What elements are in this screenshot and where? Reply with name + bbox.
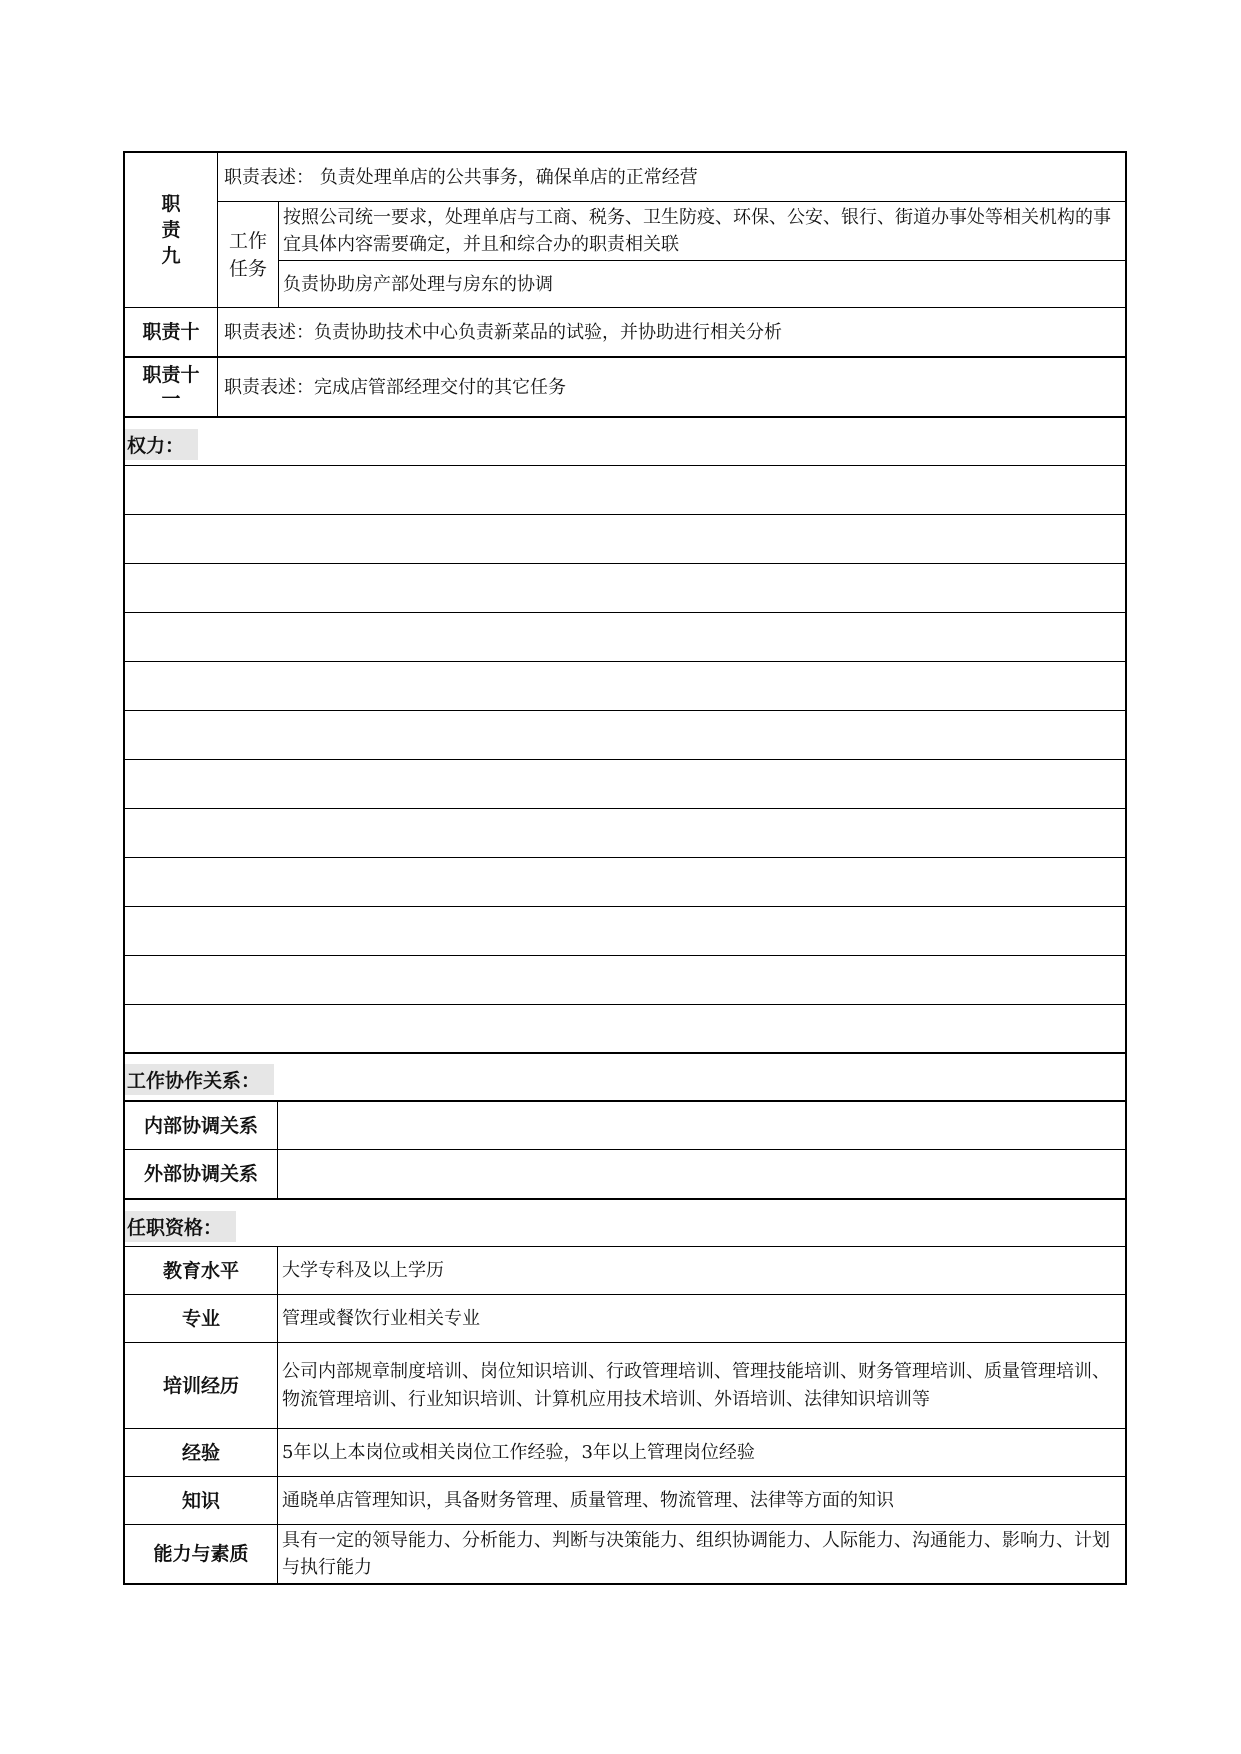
duty9-statement: 职责表述： 负责处理单店的公共事务，确保单店的正常经营 bbox=[224, 166, 698, 188]
power-header-row bbox=[125, 416, 1125, 465]
internal-coordination-row bbox=[125, 1100, 1125, 1149]
power-blank-row bbox=[125, 1004, 1125, 1052]
ability-value: 具有一定的领导能力、分析能力、判断与决策能力、组织协调能力、人际能力、沟通能力、影响力、计划与执行能力 bbox=[277, 1525, 1125, 1583]
duty10-statement: 职责表述：负责协助技术中心负责新菜品的试验，并协助进行相关分析 bbox=[217, 308, 1125, 356]
power-blank-row bbox=[125, 857, 1125, 906]
qualification-row-ability bbox=[125, 1524, 1125, 1583]
experience-label: 经验 bbox=[181, 1441, 220, 1464]
power-blank-row bbox=[125, 612, 1125, 661]
duty9-body bbox=[217, 153, 1125, 307]
duty11-title: 职责十 一 bbox=[142, 364, 200, 410]
duty11-row bbox=[125, 356, 1125, 416]
power-blank-row bbox=[125, 514, 1125, 563]
duty9-task-list bbox=[278, 202, 1125, 307]
training-value: 公司内部规章制度培训、岗位知识培训、行政管理培训、管理技能培训、财务管理培训、质量管理培训、物流管理培训、行业知识培训、计算机应用技术培训、外语培训、法律知识培训等 bbox=[277, 1343, 1125, 1428]
education-label: 教育水平 bbox=[162, 1259, 239, 1282]
qualification-row-experience bbox=[125, 1428, 1125, 1476]
job-description-table bbox=[123, 151, 1127, 1585]
power-blank-row bbox=[125, 759, 1125, 808]
major-label: 专业 bbox=[181, 1307, 220, 1330]
duty11-statement: 职责表述：完成店管部经理交付的其它任务 bbox=[217, 358, 1125, 416]
education-value: 大学专科及以上学历 bbox=[277, 1247, 1125, 1294]
qualification-row-training bbox=[125, 1342, 1125, 1428]
power-blank-row bbox=[125, 808, 1125, 857]
qualification-label: 任职资格： bbox=[125, 1211, 236, 1242]
internal-coordination-value bbox=[277, 1102, 1125, 1149]
qualification-header-row bbox=[125, 1198, 1125, 1246]
power-blank-row bbox=[125, 906, 1125, 955]
qualification-row-knowledge bbox=[125, 1476, 1125, 1524]
major-value: 管理或餐饮行业相关专业 bbox=[277, 1295, 1125, 1342]
power-label: 权力： bbox=[125, 429, 198, 460]
power-blank-row bbox=[125, 661, 1125, 710]
duty9-task-2: 负责协助房产部处理与房东的协调 bbox=[279, 260, 1125, 307]
duty10-row bbox=[125, 307, 1125, 356]
external-coordination-label: 外部协调关系 bbox=[143, 1163, 258, 1185]
duty9-title: 职 责 九 bbox=[161, 193, 181, 267]
power-blank-row bbox=[125, 563, 1125, 612]
duty9-row bbox=[125, 153, 1125, 307]
power-blank-rows bbox=[125, 465, 1125, 1052]
experience-value: 5年以上本岗位或相关岗位工作经验，3年以上管理岗位经验 bbox=[277, 1429, 1125, 1476]
power-blank-row bbox=[125, 955, 1125, 1004]
cooperation-header-row bbox=[125, 1052, 1125, 1100]
training-label: 培训经历 bbox=[162, 1374, 239, 1397]
external-coordination-value bbox=[277, 1150, 1125, 1198]
power-blank-row bbox=[125, 710, 1125, 759]
knowledge-value: 通晓单店管理知识，具备财务管理、质量管理、物流管理、法律等方面的知识 bbox=[277, 1477, 1125, 1524]
qualification-row-education bbox=[125, 1246, 1125, 1294]
internal-coordination-label: 内部协调关系 bbox=[143, 1114, 258, 1137]
knowledge-label: 知识 bbox=[181, 1489, 220, 1512]
power-blank-row bbox=[125, 465, 1125, 514]
duty9-task-block bbox=[218, 201, 1125, 307]
duty10-title: 职责十 bbox=[142, 321, 200, 343]
duty9-task-1: 按照公司统一要求，处理单店与工商、税务、卫生防疫、环保、公安、银行、街道办事处等相关机构的事宜具体内容需要确定，并且和综合办的职责相关联 bbox=[283, 207, 1111, 255]
qualification-row-major bbox=[125, 1294, 1125, 1342]
duty9-task-label: 工作 任务 bbox=[228, 229, 267, 280]
ability-label: 能力与素质 bbox=[153, 1543, 249, 1565]
external-coordination-row bbox=[125, 1149, 1125, 1198]
cooperation-label: 工作协作关系： bbox=[125, 1064, 274, 1095]
